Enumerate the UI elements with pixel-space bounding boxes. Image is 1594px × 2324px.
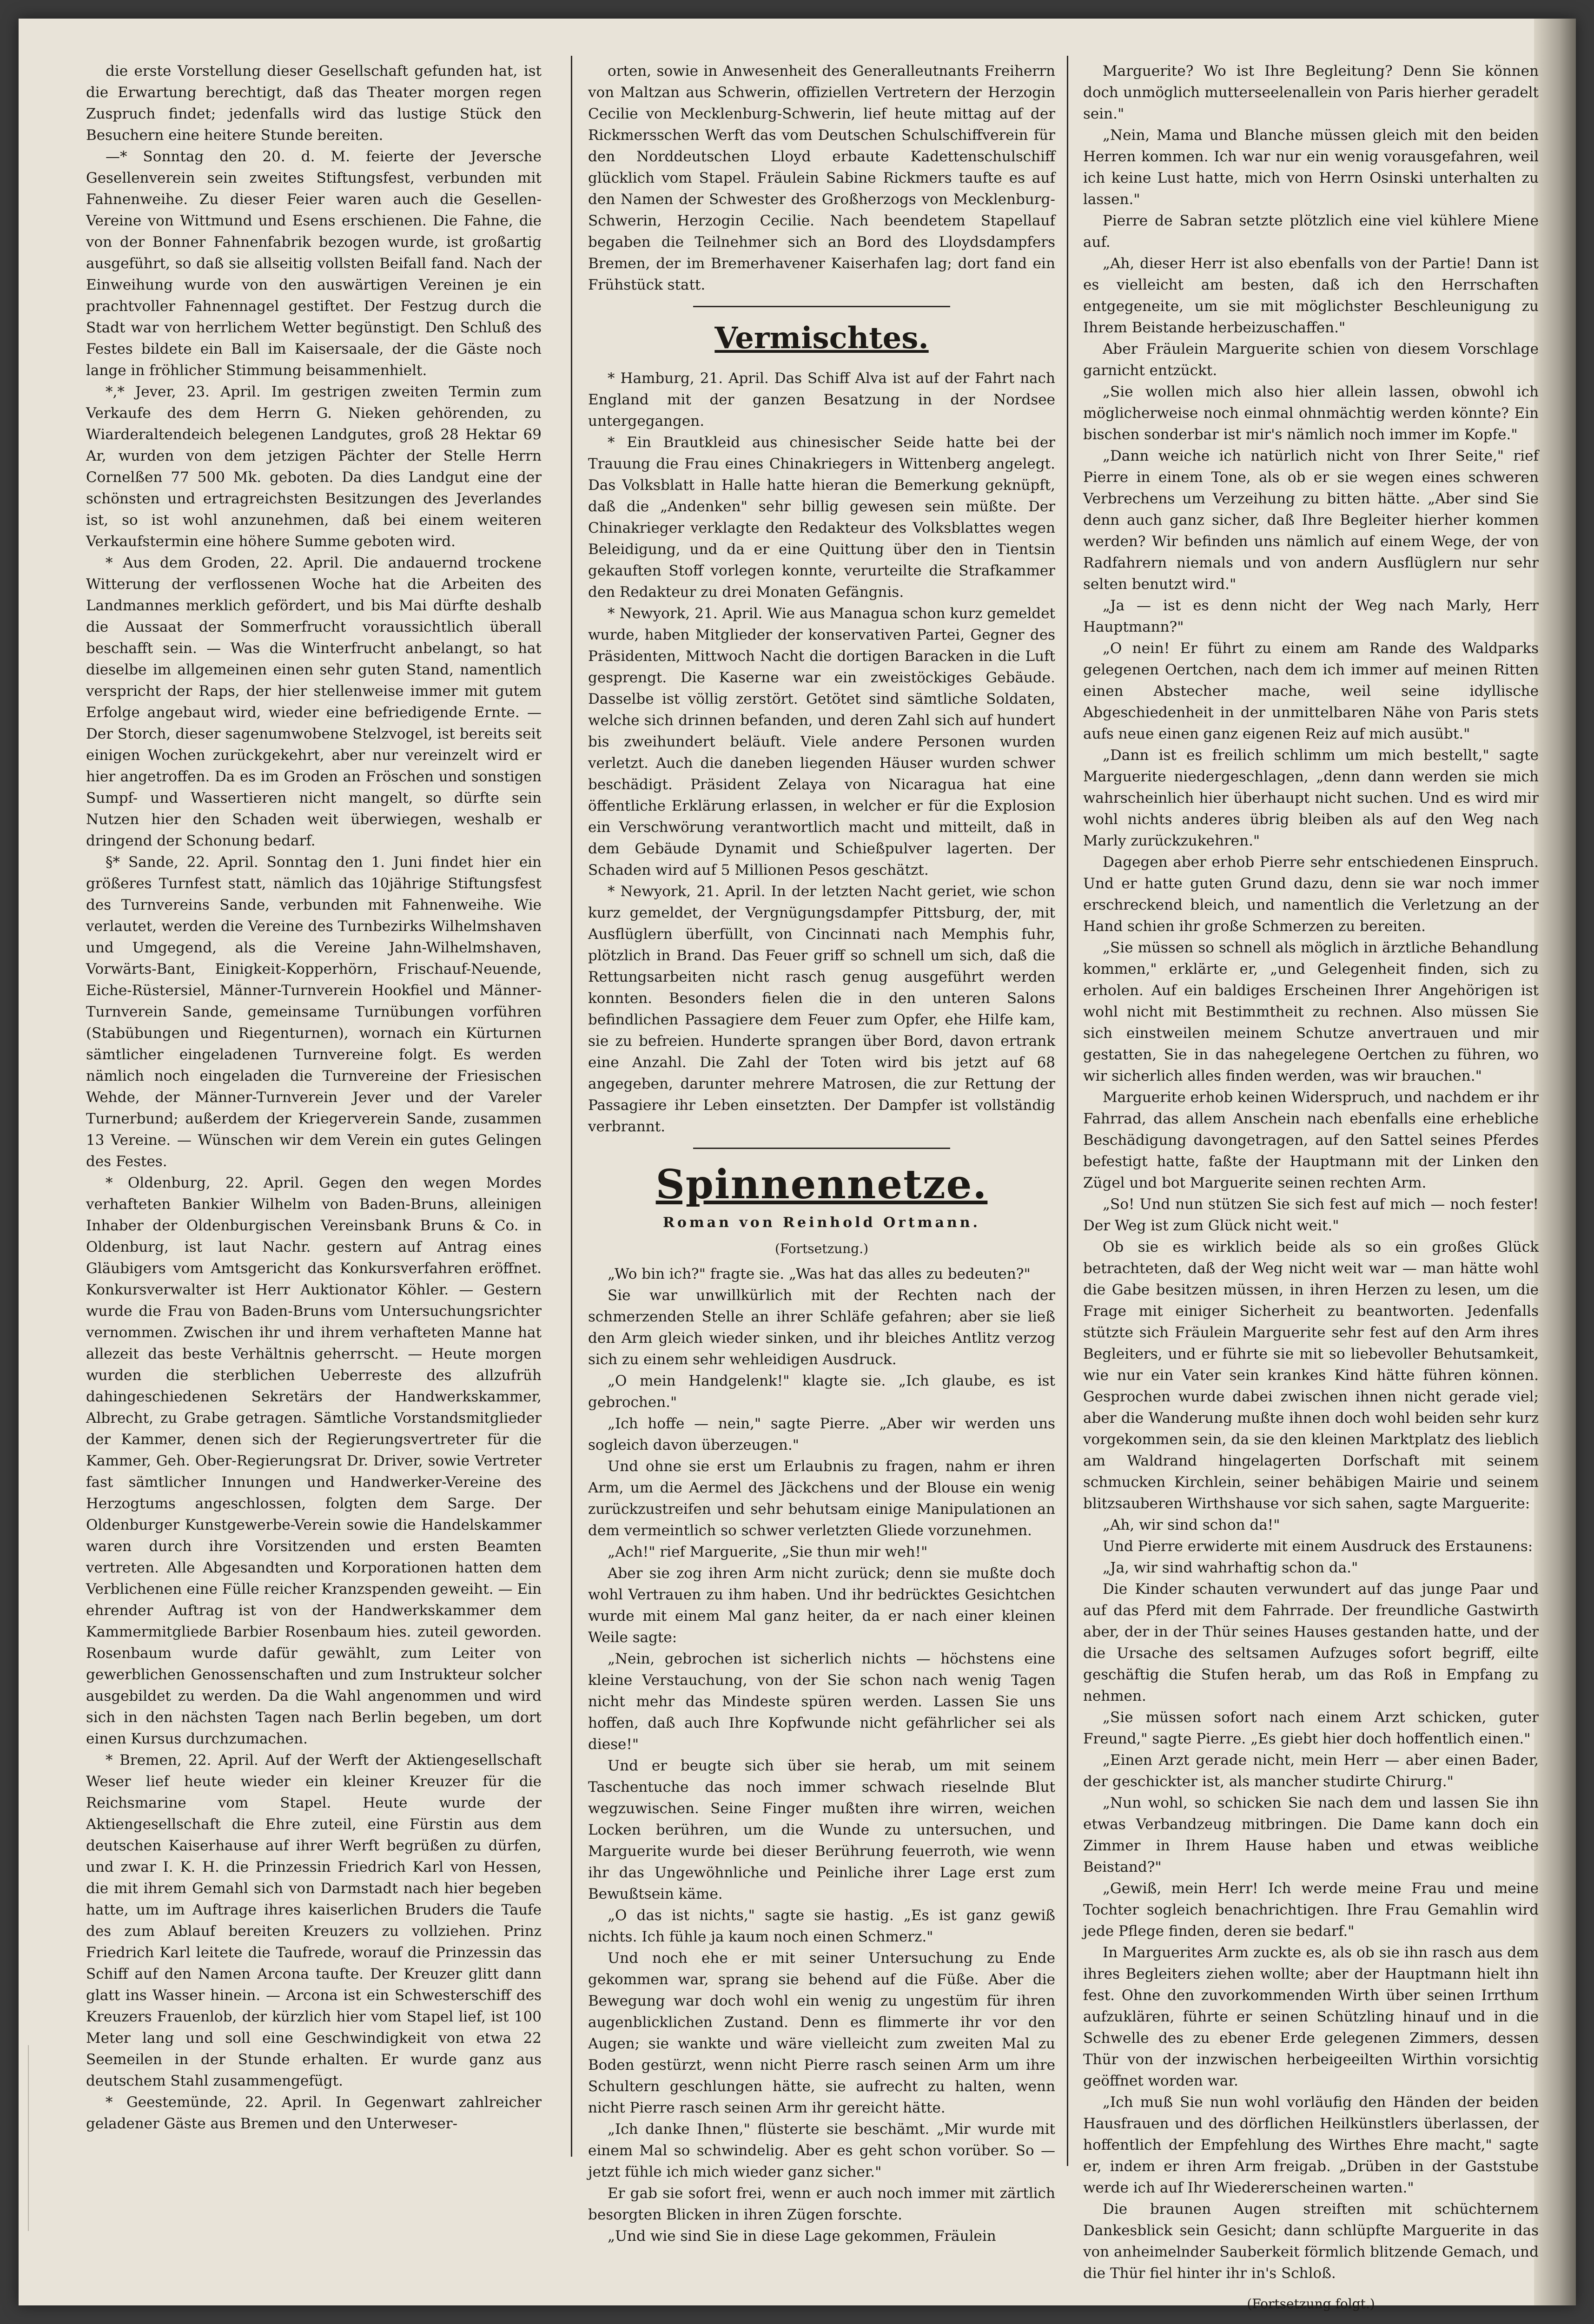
article-paragraph: —* Sonntag den 20. d. M. feierte der Jeversche Gesellenverein sein zweites Stiftungsfest, verbunden mit Fahnenweihe. Zu dieser Feier waren auch die Gesellen-Vereine von Wittmund und Esens erschienen. Die Fahne, die von der Bonner Fahnenfabrik bezogen wurde, ist großartig ausgeführt, so daß sie allseitig vollsten Beifall fand. Nach der Einweihung wurde von den auswärtigen Vereinen je ein prachtvoller Fahnennagel gestiftet. Der Festzug durch die Stadt war von herrlichem Wetter begünstigt. Den Schluß des Festes bildete ein Ball im Kaisersaale, der die Gäste noch lange in fröhlicher Stimmung beisammenhielt. (86, 148, 542, 379)
novel-paragraph: „Ich muß Sie nun wohl vorläufig den Händen der beiden Hausfrauen und des dörflichen Heilkünstlers überlassen, der hoffentlich der Empfehlung des Wirthes Ehre macht," sagte er, indem er ihren Arm freigab. „Drüben in der Gaststube werde ich auf Ihr Wiedererscheinen warten." (1083, 2094, 1539, 2196)
novel-paragraph: „Sie müssen sofort nach einem Arzt schicken, guter Freund," sagte Pierre. „Es giebt hier doch hoffentlich einen." (1083, 1709, 1539, 1747)
novel-paragraph: Aber sie zog ihren Arm nicht zurück; denn sie mußte doch wohl Vertrauen zu ihm haben. Und ihr bedrücktes Gesichtchen wurde mit einem Mal ganz heiter, da er nach einer kleinen Weile sagte: (588, 1565, 1055, 1646)
article-paragraph: *,* Jever, 23. April. Im gestrigen zweiten Termin zum Verkaufe des dem Herrn G. Nieken gehörenden, zu Wiarderaltendeich belegenen Landgutes, groß 28 Hektar 69 Ar, wurden von dem jetzigen Pächter der Stelle Herrn Cornelßen 77 500 Mk. geboten. Da dies Landgut eine der schönsten und ertragreichsten Besitzungen des Jeverlandes ist, so ist wohl anzunehmen, daß bei einem weiteren Verkaufstermin eine höhere Summe geboten wird. (86, 383, 542, 550)
article-paragraph: * Bremen, 22. April. Auf der Werft der Aktiengesellschaft Weser lief heute wieder ein kleiner Kreuzer für die Reichsmarine vom Stapel. Heute wurde der Aktiengesellschaft die Ehre zuteil, eine Fürstin aus dem deutschen Kaiserhause auf ihrer Werft begrüßen zu dürfen, und zwar I. K. H. die Prinzessin Friedrich Karl von Hessen, die mit ihrem Gemahl sich von Darmstadt nach hier begeben hatte, um im Auftrage ihres kaiserlichen Bruders die Taufe des zum Ablauf bereiten Kreuzers zu vollziehen. Prinz Friedrich Karl leitete die Taufrede, worauf die Prinzessin das Schiff auf den Namen Arcona taufte. Der Kreuzer glitt dann glatt ins Wasser hinein. — Arcona ist ein Schwesterschiff des Kreuzers Frauenlob, der kürzlich hier vom Stapel lief, ist 100 Meter lang und soll eine Geschwindigkeit von etwa 22 Seemeilen in der Stunde erhalten. Er wurde ganz aus deutschem Stahl zusammengefügt. (86, 1752, 542, 2089)
novel-paragraph: „Ah, wir sind schon da!" (1103, 1517, 1280, 1533)
news-item: * Ein Brautkleid aus chinesischer Seide hatte bei der Trauung die Frau eines Chinakriegers in Wittenberg angelegt. Das Volksblatt in Halle hatte hieran die Bemerkung geknüpft, daß die „Andenken" sehr billig gewesen sein müßte. Der Chinakrieger verklagte den Redakteur des Volksblattes wegen Beleidigung, und da er eine Quittung über den in Tientsin gekauften Stoff vorlegen konnte, verurteilte die Strafkammer den Redakteur zu drei Monaten Gefängnis. (588, 434, 1055, 601)
novel-paragraph: „Dann weiche ich natürlich nicht von Ihrer Seite," rief Pierre in einem Tone, als ob er sie wegen eines schweren Verbrechens um Verzeihung zu bitten hätte. „Aber sind Sie denn auch ganz sicher, daß Ihre Begleiter hierher kommen werden? Wir befinden uns nämlich auf einem Wege, der von Radfahrern niemals und von andern Ausflüglern nur sehr selten benutzt wird." (1083, 448, 1539, 593)
novel-author: Roman von Reinhold Ortmann. (663, 1215, 980, 1231)
novel-paragraph: Sie war unwillkürlich mit der Rechten nach der schmerzenden Stelle an ihrer Schläfe gefahren; aber sie ließ den Arm gleich wieder sinken, und ihr bleiches Antlitz verzog sich zu einem sehr wehleidigen Ausdruck. (588, 1287, 1055, 1368)
novel-paragraph: „Ach!" rief Marguerite, „Sie thun mir weh!" (608, 1544, 928, 1560)
article-paragraph: orten, sowie in Anwesenheit des Generalleutnants Freiherrn von Maltzan aus Schwerin, offiziellen Vertretern der Herzogin Cecilie von Mecklenburg-Schwerin, lief heute mittag auf der Rickmersschen Werft das vom Deutschen Schulschiffverein für den Norddeutschen Lloyd erbaute Kadettenschulschiff glücklich vom Stapel. Fräulein Sabine Rickmers taufte es auf den Namen der Schwester des Großherzogs von Mecklenburg-Schwerin, Herzogin Cecilie. Nach beendetem Stapellauf begaben die Teilnehmer sich an Bord des Lloydsdampfers Bremen, der im Bremerhavener Kaiserhafen lag; dort fand ein Frühstück statt. (588, 63, 1055, 293)
novel-continued-label: (Fortsetzung.) (774, 1241, 869, 1256)
page-edge-mark (28, 2045, 57, 2231)
novel-paragraph: Und Pierre erwiderte mit einem Ausdruck des Erstaunens: (1103, 1538, 1533, 1555)
article-paragraph: die erste Vorstellung dieser Gesellschaft gefunden hat, ist die Erwartung berechtigt, daß das Theater morgen regen Zuspruch findet; jedenfalls wird das lustige Stück den Besuchern eine heitere Stunde bereiten. (86, 63, 542, 144)
article-paragraph: * Geestemünde, 22. April. In Gegenwart zahlreicher geladener Gäste aus Bremen und den Unterweser- (86, 2094, 542, 2132)
novel-paragraph: „Nun wohl, so schicken Sie nach dem und lassen Sie ihn etwas Verbandzeug mitbringen. Die Dame kann doch ein Zimmer in Ihrem Hause haben und etwas weibliche Beistand?" (1083, 1795, 1539, 1875)
page-fold-shadow (1534, 19, 1576, 2305)
novel-paragraph: Marguerite? Wo ist Ihre Begleitung? Denn Sie können doch unmöglich mutterseelenallein von Paris hierher geradelt sein." (1083, 63, 1539, 122)
novel-paragraph: „Nein, gebrochen ist sicherlich nichts — höchstens eine kleine Verstauchung, von der Sie schon nach wenig Tagen nicht mehr das Mindeste spüren werden. Lassen Sie uns hoffen, daß auch Ihre Kopfwunde nicht gefährlicher sei als diese!" (588, 1651, 1055, 1753)
article-paragraph: * Oldenburg, 22. April. Gegen den wegen Mordes verhafteten Bankier Wilhelm von Baden-Bruns, alleinigen Inhaber der Oldenburgischen Vereinsbank Bruns & Co. in Oldenburg, ist laut Nachr. gestern auf Antrag eines Gläubigers vom Amtsgericht das Konkursverfahren eröffnet. Konkursverwalter ist Herr Auktionator Köhler. — Gestern wurde die Frau von Baden-Bruns vom Untersuchungsrichter vernommen. Zwischen ihr und ihrem verhafteten Manne hat allezeit das beste Verhältnis geherrscht. — Heute morgen wurden die sterblichen Ueberreste des allzufrüh dahingeschiedenen Sekretärs der Handwerkskammer, Albrecht, zu Grabe getragen. Sämtliche Vorstandsmitglieder der Kammer, denen sich der Regierungsvertreter für die Kammer, Geh. Ober-Regierungsrat Dr. Driver, sowie Vertreter fast sämtlicher Innungen und Handwerker-Vereine des Herzogtums angeschlossen, folgten dem Sarge. Der Oldenburger Kunstgewerbe-Verein sowie die Handelskammer waren durch ihre Vorsitzenden und ersten Beamten vertreten. Alle Abgesandten und Korporationen hatten dem Verblichenen eine Fülle reicher Kranzspenden geweiht. — Ein ehrender Auftrag ist von der Handwerkskammer dem Kammermitgliede Barbier Rosenbaum hies. zuteil geworden. Rosenbaum wurde dafür gewählt, zum Leiter von gewerblichen Genossenschaften und zum Instrukteur solcher ausgebildet zu werden. Da die Wahl angenommen und wird sich in den nächsten Tagen nach Berlin begeben, um dort einen Kursus durchzumachen. (86, 1175, 542, 1747)
article-paragraph: §* Sande, 22. April. Sonntag den 1. Juni findet hier ein größeres Turnfest statt, nämlich das 10jährige Stiftungsfest des Turnvereins Sande, verbunden mit Fahnenweihe. Wie verlautet, werden die Vereine des Turnbezirks Wilhelmshaven und Umgegend, als die Vereine Jahn-Wilhelmshaven, Vorwärts-Bant, Einigkeit-Kopperhörn, Frischauf-Neuende, Eiche-Rüstersiel, Männer-Turnverein Hookfiel und Männer-Turnverein Sande, gemeinsame Turnübungen vorführen (Stabübungen und Riegenturnen), wornach ein Kürturnen sämtlicher eingeladenen Turnvereine folgt. Es werden nämlich noch eingeladen die Turnvereine der Friesischen Wehde, der Männer-Turnverein Jever und der Vareler Turnerbund; außerdem der Kriegerverein Sande, zusammen 13 Vereine. — Wünschen wir dem Verein ein gutes Gelingen des Festes. (86, 854, 542, 1170)
novel-paragraph: „O das ist nichts," sagte sie hastig. „Es ist ganz gewiß nichts. Ich fühle ja kaum noch einen Schmerz." (588, 1907, 1055, 1945)
novel-paragraph: „O nein! Er führt zu einem am Rande des Waldparks gelegenen Oertchen, nach dem ich immer auf meinen Ritten einen Abstecher mache, weil seine idyllische Abgeschiedenheit in der unmittelbaren Nähe von Paris stets aufs neue einen ganz eigenen Reiz auf mich ausübt." (1083, 640, 1539, 742)
column-middle (588, 60, 1055, 2247)
novel-paragraph: „So! Und nun stützen Sie sich fest auf mich — noch fester! Der Weg ist zum Glück nicht weit." (1083, 1196, 1539, 1234)
novel-paragraph: „Dann ist es freilich schlimm um mich bestellt," sagte Marguerite niedergeschlagen, „denn dann werden sie mich wahrscheinlich hier überhaupt nicht suchen. Und es wird mir wohl nichts anderes übrig bleiben als auf den Weg nach Marly zurückzukehren." (1083, 747, 1539, 849)
novel-paragraph: „Ja, wir sind wahrhaftig schon da." (1103, 1559, 1358, 1576)
novel-paragraph: „Nein, Mama und Blanche müssen gleich mit den beiden Herren kommen. Ich war nur ein wenig vorausgefahren, weil ich keine Lust hatte, mich von Herrn Osinski unterhalten zu lassen." (1083, 127, 1539, 208)
news-item: * Newyork, 21. April. Wie aus Managua schon kurz gemeldet wurde, haben Mitglieder der konservativen Partei, Gegner des Präsidenten, Mittwoch Nacht die dortigen Baracken in die Luft gesprengt. Die Kaserne war ein zweistöckiges Gebäude. Dasselbe ist völlig zerstört. Getötet sind sämtliche Soldaten, welche sich drinnen befanden, und deren Zahl sich auf hundert bis zweihundert beläuft. Viele andere Personen wurden verletzt. Auch die daneben liegenden Häuser wurden schwer beschädigt. Präsident Zelaya von Nicaragua hat eine öffentliche Erklärung erlassen, in welcher er für die Explosion ein Verschwörung verantwortlich macht und mitteilt, daß in dem Gebäude Dynamit und Schießpulver lagerten. Der Schaden wird auf 5 Millionen Pesos geschätzt. (588, 605, 1055, 878)
novel-paragraph: Marguerite erhob keinen Widerspruch, und nachdem er ihr Fahrrad, das allem Anschein nach ebenfalls eine erhebliche Beschädigung davongetragen, auf den Sattel seines Pferdes befestigt hatte, faßte der Hauptmann mit der Linken den Zügel und bot Marguerite seinen rechten Arm. (1083, 1089, 1539, 1191)
novel-paragraph: „Sie wollen mich also hier allein lassen, obwohl ich möglicherweise noch einmal ohnmächtig werden könnte? Ein bischen sonderbar ist mir's nämlich noch immer im Kopfe." (1083, 383, 1539, 443)
novel-paragraph: „O mein Handgelenk!" klagte sie. „Ich glaube, es ist gebrochen." (588, 1373, 1055, 1411)
section-title-vermischtes: Vermischtes. (714, 321, 929, 356)
novel-paragraph: „Ich hoffe — nein," sagte Pierre. „Aber wir werden uns sogleich davon überzeugen." (588, 1415, 1055, 1453)
column-rule-right (1067, 56, 1068, 2166)
novel-paragraph: Ob sie es wirklich beide als so ein großes Glück betrachteten, daß der Weg nicht weit war — man hätte wohl die Gabe besitzen müssen, in ihren Herzen zu lesen, um die Frage mit einiger Sicherheit zu beantworten. Jedenfalls stützte sich Fräulein Marguerite sehr fest auf den Arm ihres Begleiters, und er führte sie mit so liebevoller Behutsamkeit, wie nur ein Vater sein krankes Kind hätte führen können. Gesprochen wurde dabei zwischen ihnen nicht gerade viel; aber die Wanderung mußte ihnen doch wohl beiden sehr kurz vorgekommen sein, da sie den kleinen Marktplatz des lieblich am Waldrand hingelagerten Dorfschaft mit seinem schmucken Kirchlein, seiner behäbigen Mairie und seinem blitzsauberen Wirthshause vor sich sahen, sagte Marguerite: (1083, 1239, 1539, 1512)
novel-paragraph: „Gewiß, mein Herr! Ich werde meine Frau und meine Tochter sogleich benachrichtigen. Ihre Frau Gemahlin wird jede Pflege finden, deren sie bedarf." (1083, 1880, 1539, 1940)
section-divider (693, 306, 950, 307)
novel-paragraph: „Einen Arzt gerade nicht, mein Herr — aber einen Bader, der geschickter ist, als mancher studirte Chirurg." (1083, 1752, 1539, 1790)
article-paragraph: * Aus dem Groden, 22. April. Die andauernd trockene Witterung der verflossenen Woche hat die Arbeiten des Landmannes merklich gefördert, und bis Mai dürfte deshalb die Aussaat der Sommerfrucht voraussichtlich überall beschafft sein. — Was die Winterfrucht anbelangt, so hat dieselbe im allgemeinen einen sehr guten Stand, namentlich verspricht der Raps, der hier stellenweise immer mit gutem Erfolge angebaut wird, wieder eine befriedigende Ernte. — Der Storch, dieser sagenumwobene Stelzvogel, ist bereits seit einigen Wochen zurückgekehrt, aber nur vereinzelt wird er hier angetroffen. Da es im Groden an Fröschen und sonstigen Sumpf- und Wassertieren nicht mangelt, so dürfte sein Nutzen hier den Schaden weit überwiegen, weshalb er dringend der Schonung bedarf. (86, 555, 542, 849)
novel-paragraph: Und er beugte sich über sie herab, um mit seinem Taschentuche das noch immer schwach rieselnde Blut wegzuwischen. Seine Finger mußten ihre wirren, weichen Locken berühren, um die Wunde zu untersuchen, und Marguerite wurde bei dieser Berührung feuerroth, wie wenn ihr das Ungewöhnliche und Peinliche ihrer Lage erst zum Bewußtsein käme. (588, 1757, 1055, 1902)
news-item: * Newyork, 21. April. In der letzten Nacht geriet, wie schon kurz gemeldet, der Vergnügungsdampfer Pittsburg, der, mit Ausflüglern überfüllt, von Cincinnati nach Memphis fuhr, plötzlich in Brand. Das Feuer griff so schnell um sich, daß die Rettungsarbeiten nicht rasch genug ausgeführt werden konnten. Besonders fielen die in den unteren Salons befindlichen Passagiere dem Feuer zum Opfer, ehe Hilfe kam, sie zu befreien. Hunderte sprangen über Bord, davon ertrank eine Anzahl. Die Zahl der Toten wird bis jetzt auf 68 angegeben, darunter mehrere Matrosen, die zur Rettung der Passagiere ihr Leben einsetzten. Der Dampfer ist vollständig verbrannt. (588, 883, 1055, 1135)
novel-paragraph: Dagegen aber erhob Pierre sehr entschiedenen Einspruch. Und er hatte guten Grund dazu, denn sie war noch immer erschreckend bleich, und namentlich die Verletzung an der Hand schien ihr große Schmerzen zu bereiten. (1083, 854, 1539, 935)
to-be-continued-label: (Fortsetzung folgt.) (1247, 2296, 1375, 2311)
news-item: * Hamburg, 21. April. Das Schiff Alva ist auf der Fahrt nach England mit der ganzen Besatzung in der Nordsee untergegangen. (588, 370, 1055, 429)
section-divider (693, 1148, 950, 1149)
novel-paragraph: In Marguerites Arm zuckte es, als ob sie ihn rasch aus dem ihres Begleiters ziehen wollte; aber der Hauptmann hielt ihn fest. Ohne den zuvorkommenden Wirth über seinen Irrthum aufzuklären, führte er seinen Schützling hinauf und in die Schwelle des zu ebener Erde gelegenen Zimmers, dessen Thür von der inzwischen herbeigeeilten Wirthin vorsichtig geöffnet worden war. (1083, 1944, 1539, 2089)
novel-paragraph: Die braunen Augen streiften mit schüchternem Dankesblick sein Gesicht; dann schlüpfte Marguerite in das von anheimelnder Sauberkeit förmlich blitzende Gemach, und die Thür fiel hinter ihr in's Schloß. (1083, 2201, 1539, 2282)
novel-paragraph: „Ja — ist es denn nicht der Weg nach Marly, Herr Hauptmann?" (1083, 597, 1539, 635)
novel-paragraph: Die Kinder schauten verwundert auf das junge Paar und auf das Pferd mit dem Fahrrade. Der freundliche Gastwirth aber, der in der Thür seines Hauses gestanden hatte, und der die Ursache des seltsamen Aufzuges sofort begriff, eilte geschäftig die Stufen herab, um das Roß in Empfang zu nehmen. (1083, 1581, 1539, 1704)
novel-paragraph: „Und wie sind Sie in diese Lage gekommen, Fräulein (608, 2228, 996, 2245)
column-novel-continued (1083, 60, 1539, 2324)
novel-paragraph: Und noch ehe er mit seiner Untersuchung zu Ende gekommen war, sprang sie behend auf die Füße. Aber die Bewegung war doch wohl ein wenig zu ungestüm für ihren augenblicklichen Zustand. Denn es flimmerte ihr vor den Augen; sie wankte und wäre vielleicht zum zweiten Mal zu Boden gestürzt, wenn nicht Pierre rasch seinen Arm um ihre Schultern geschlungen hätte, sie aufrecht zu halten, wenn nicht Pierre rasch seinen Arm ihr gereicht hätte. (588, 1950, 1055, 2116)
novel-paragraph: „Ah, dieser Herr ist also ebenfalls von der Partie! Dann ist es vielleicht am besten, daß ich den Herrschaften entgegeneite, um sie mit möglichster Beschleunigung zu Ihrem Beistande herbeizuschaffen." (1083, 255, 1539, 336)
novel-paragraph: Er gab sie sofort frei, wenn er auch noch immer mit zärtlich besorgten Blicken in ihren Zügen forschte. (588, 2185, 1055, 2223)
novel-paragraph: Aber Fräulein Marguerite schien von diesem Vorschlage garnicht entzückt. (1083, 341, 1539, 379)
novel-paragraph: „Sie müssen so schnell als möglich in ärztliche Behandlung kommen," erklärte er, „und Gelegenheit finden, sich zu erholen. Auf ein baldiges Erscheinen Ihrer Angehörigen ist wohl nicht mit Bestimmtheit zu rechnen. Also müssen Sie sich einstweilen meinem Schutze anvertrauen und mir gestatten, Sie in das nahegelegene Oertchen zu führen, wo wir sicherlich alles finden werden, was wir brauchen." (1083, 939, 1539, 1084)
column-local-news (86, 60, 542, 2134)
novel-paragraph: „Wo bin ich?" fragte sie. „Was hat das alles zu bedeuten?" (608, 1266, 1031, 1282)
novel-paragraph: „Ich danke Ihnen," flüsterte sie beschämt. „Mir wurde mit einem Mal so schwindelig. Aber es geht schon vorüber. So — jetzt fühle ich mich wieder ganz sicher." (588, 2121, 1055, 2180)
novel-paragraph: Pierre de Sabran setzte plötzlich eine viel kühlere Miene auf. (1083, 212, 1539, 251)
novel-title: Spinnennetze. (655, 1161, 988, 1208)
novel-paragraph: Und ohne sie erst um Erlaubnis zu fragen, nahm er ihren Arm, um die Aermel des Jäckchens und der Blouse ein wenig zurückzustreifen und sehr behutsam einige Manipulationen an dem vermeintlich so schwer verletzten Gliede vorzunehmen. (588, 1458, 1055, 1539)
column-rule-left (571, 56, 572, 2157)
